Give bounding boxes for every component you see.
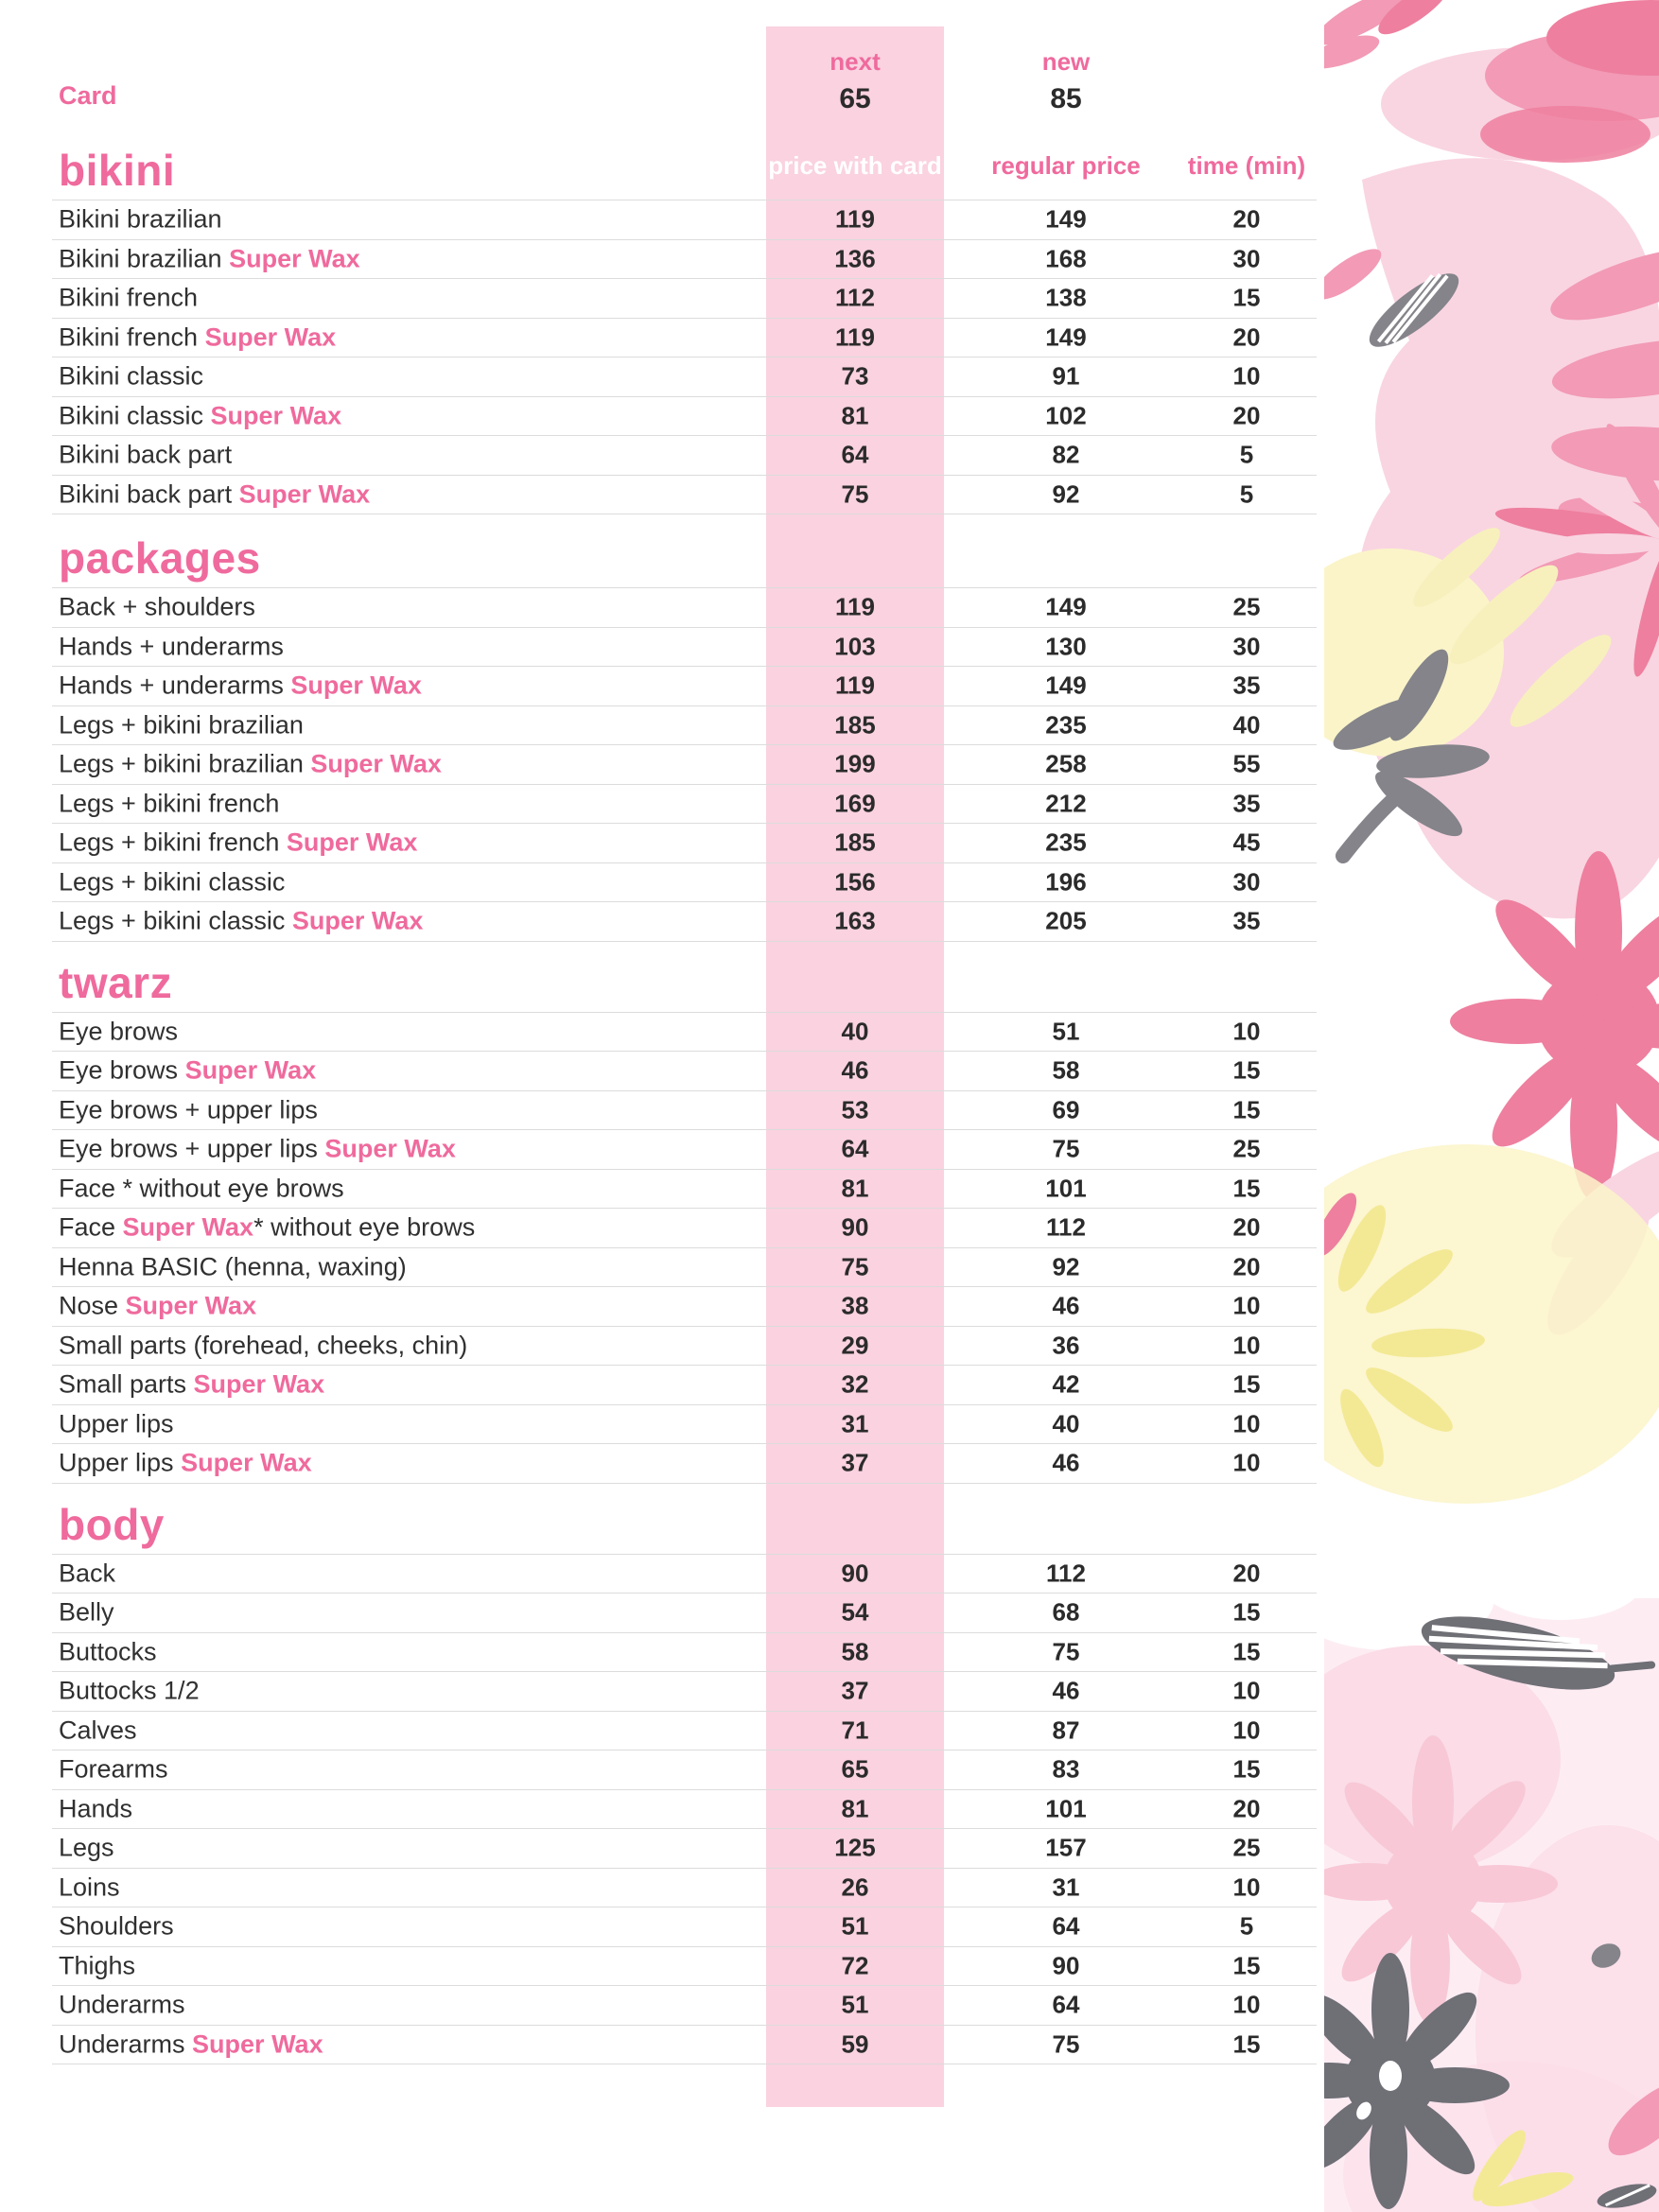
super-wax-label: Super Wax — [204, 322, 337, 352]
time-value: 10 — [1232, 1716, 1261, 1745]
card-new-value: 85 — [1050, 83, 1082, 114]
regular-price-value: 149 — [1045, 671, 1087, 700]
time-value: 10 — [1232, 1990, 1261, 2019]
regular-price-value: 46 — [1052, 1448, 1080, 1477]
time-value: 5 — [1239, 1911, 1254, 1941]
price-with-card-value: 51 — [841, 1990, 869, 2019]
time-value: 10 — [1232, 1676, 1261, 1705]
time-value: 10 — [1232, 1331, 1261, 1360]
regular-price-value: 75 — [1052, 1637, 1080, 1666]
service-name: Eye brows Super Wax — [59, 1055, 317, 1085]
service-name: Upper lips — [59, 1409, 174, 1438]
service-name: Bikini french — [59, 283, 199, 312]
time-value: 45 — [1232, 827, 1261, 857]
price-with-card-value: 59 — [841, 2029, 869, 2059]
regular-price-value: 46 — [1052, 1676, 1080, 1705]
time-value: 15 — [1232, 1174, 1261, 1203]
price-with-card-value: 73 — [841, 361, 869, 391]
time-value: 20 — [1232, 1252, 1261, 1281]
price-with-card-value: 31 — [841, 1409, 869, 1438]
time-value: 25 — [1232, 592, 1261, 621]
time-value: 10 — [1232, 1409, 1261, 1438]
time-value: 40 — [1232, 710, 1261, 740]
price-with-card-value: 32 — [841, 1369, 869, 1399]
table-row — [52, 1327, 1317, 1367]
regular-price-value: 58 — [1052, 1055, 1080, 1085]
table-row — [52, 706, 1317, 746]
service-name: Bikini brazilian — [59, 204, 222, 234]
regular-price-value: 112 — [1046, 1212, 1086, 1242]
super-wax-label: Super Wax — [125, 1291, 257, 1320]
regular-price-value: 64 — [1052, 1911, 1080, 1941]
price-with-card-value: 81 — [841, 1174, 869, 1203]
service-name: Legs + bikini classic Super Wax — [59, 906, 424, 935]
time-value: 20 — [1232, 1794, 1261, 1823]
regular-price-value: 90 — [1052, 1951, 1080, 1980]
price-with-card-value: 75 — [841, 1252, 869, 1281]
price-with-card-value: 169 — [834, 789, 876, 818]
price-with-card-value: 53 — [841, 1095, 869, 1124]
time-value: 20 — [1232, 322, 1261, 352]
time-value: 10 — [1232, 361, 1261, 391]
service-name: Eye brows — [59, 1017, 179, 1046]
price-with-card-value: 156 — [834, 867, 876, 897]
price-with-card-value: 71 — [841, 1716, 869, 1745]
super-wax-label: Super Wax — [193, 1369, 325, 1399]
super-wax-label: Super Wax — [290, 671, 422, 700]
time-value: 15 — [1232, 1369, 1261, 1399]
table-row — [52, 1052, 1317, 1091]
service-name: Thighs — [59, 1951, 136, 1980]
time-value: 5 — [1239, 479, 1254, 509]
price-with-card-value: 136 — [834, 244, 876, 273]
table-row — [52, 1366, 1317, 1405]
price-with-card-value: 75 — [841, 479, 869, 509]
price-with-card-value: 163 — [834, 906, 876, 935]
time-value: 10 — [1232, 1017, 1261, 1046]
time-value: 30 — [1232, 867, 1261, 897]
table-row — [52, 1947, 1317, 1987]
regular-price-value: 235 — [1045, 827, 1087, 857]
table-row — [52, 824, 1317, 863]
table-row — [52, 1248, 1317, 1288]
regular-price-value: 46 — [1052, 1291, 1080, 1320]
price-table — [52, 0, 1317, 2064]
service-name: Bikini classic Super Wax — [59, 401, 342, 430]
price-with-card-value: 64 — [841, 440, 869, 469]
time-value: 15 — [1232, 1637, 1261, 1666]
card-label: Card — [59, 81, 117, 110]
super-wax-label: Super Wax — [122, 1212, 254, 1242]
regular-price-value: 149 — [1045, 322, 1087, 352]
floral-decoration — [1324, 0, 1659, 2212]
section-heading-packages: packages — [59, 533, 261, 583]
table-row — [52, 1750, 1317, 1790]
super-wax-label: Super Wax — [286, 827, 418, 857]
price-with-card-value: 58 — [841, 1637, 869, 1666]
regular-price-value: 42 — [1052, 1369, 1080, 1399]
regular-price-value: 91 — [1052, 361, 1080, 391]
time-value: 55 — [1232, 749, 1261, 778]
table-row — [52, 1672, 1317, 1712]
price-with-card-value: 38 — [841, 1291, 869, 1320]
section-header-twarz — [52, 942, 1317, 1013]
time-value: 35 — [1232, 906, 1261, 935]
table-row — [52, 667, 1317, 706]
table-row — [52, 1013, 1317, 1053]
service-name: Underarms Super Wax — [59, 2029, 323, 2059]
section-rows-twarz — [52, 1013, 1317, 1484]
table-row — [52, 397, 1317, 437]
table-row — [52, 240, 1317, 280]
price-with-card-value: 37 — [841, 1676, 869, 1705]
time-value: 10 — [1232, 1448, 1261, 1477]
time-value: 15 — [1232, 1095, 1261, 1124]
table-row — [52, 1287, 1317, 1327]
service-name: Belly — [59, 1597, 114, 1627]
super-wax-label: Super Wax — [229, 244, 360, 273]
table-row — [52, 588, 1317, 628]
time-value: 15 — [1232, 1951, 1261, 1980]
time-value: 10 — [1232, 1872, 1261, 1902]
service-name: Nose Super Wax — [59, 1291, 257, 1320]
regular-price-value: 196 — [1045, 867, 1087, 897]
time-value: 30 — [1232, 632, 1261, 661]
time-value: 15 — [1232, 1597, 1261, 1627]
table-row — [52, 1555, 1317, 1594]
regular-price-value: 112 — [1046, 1559, 1086, 1588]
regular-price-value: 101 — [1045, 1174, 1087, 1203]
service-name: Forearms — [59, 1754, 168, 1784]
price-with-card-value: 51 — [841, 1911, 869, 1941]
time-value: 15 — [1232, 1754, 1261, 1784]
price-with-card-value: 26 — [841, 1872, 869, 1902]
regular-price-value: 205 — [1045, 906, 1087, 935]
service-name: Eye brows + upper lips Super Wax — [59, 1134, 456, 1163]
regular-price-value: 75 — [1052, 1134, 1080, 1163]
table-row — [52, 1444, 1317, 1484]
table-row — [52, 319, 1317, 358]
column-header-time: time (min) — [1187, 151, 1306, 180]
price-with-card-value: 65 — [841, 1754, 869, 1784]
time-value: 10 — [1232, 1291, 1261, 1320]
table-row — [52, 863, 1317, 903]
regular-price-value: 64 — [1052, 1990, 1080, 2019]
super-wax-label: Super Wax — [192, 2029, 323, 2059]
regular-price-value: 31 — [1052, 1872, 1080, 1902]
regular-price-value: 83 — [1052, 1754, 1080, 1784]
table-row — [52, 279, 1317, 319]
price-with-card-value: 185 — [834, 827, 876, 857]
service-name: Legs + bikini brazilian Super Wax — [59, 749, 442, 778]
service-name: Buttocks 1/2 — [59, 1676, 200, 1705]
price-with-card-value: 119 — [835, 204, 875, 234]
regular-price-value: 68 — [1052, 1597, 1080, 1627]
service-name: Hands + underarms Super Wax — [59, 671, 422, 700]
super-wax-label: Super Wax — [310, 749, 442, 778]
service-name: Bikini back part — [59, 440, 233, 469]
price-with-card-value: 90 — [841, 1559, 869, 1588]
regular-price-value: 130 — [1045, 632, 1087, 661]
time-value: 20 — [1232, 1212, 1261, 1242]
service-name: Buttocks — [59, 1637, 157, 1666]
section-rows-packages — [52, 588, 1317, 942]
price-with-card-value: 103 — [834, 632, 876, 661]
regular-price-value: 92 — [1052, 479, 1080, 509]
super-wax-label: Super Wax — [181, 1448, 312, 1477]
service-name: Legs + bikini brazilian — [59, 710, 304, 740]
table-row — [52, 357, 1317, 397]
time-value: 35 — [1232, 671, 1261, 700]
service-name: Small parts Super Wax — [59, 1369, 325, 1399]
price-with-card-value: 90 — [841, 1212, 869, 1242]
regular-price-value: 168 — [1045, 244, 1087, 273]
table-row — [52, 1907, 1317, 1947]
time-value: 35 — [1232, 789, 1261, 818]
table-row — [52, 1790, 1317, 1830]
regular-price-value: 235 — [1045, 710, 1087, 740]
section-rows-body — [52, 1555, 1317, 2065]
service-name: Hands — [59, 1794, 133, 1823]
column-header-regular-price: regular price — [991, 151, 1141, 180]
service-name: Bikini classic — [59, 361, 204, 391]
card-next-label: next — [830, 47, 881, 76]
regular-price-value: 101 — [1045, 1794, 1087, 1823]
time-value: 25 — [1232, 1134, 1261, 1163]
price-with-card-value: 72 — [841, 1951, 869, 1980]
table-row — [52, 1209, 1317, 1248]
regular-price-value: 51 — [1052, 1017, 1080, 1046]
table-row — [52, 1405, 1317, 1445]
table-row — [52, 1170, 1317, 1210]
service-name: Face Super Wax* without eye brows — [59, 1212, 476, 1242]
price-with-card-value: 119 — [835, 322, 875, 352]
service-name: Face * without eye brows — [59, 1174, 344, 1203]
regular-price-value: 82 — [1052, 440, 1080, 469]
time-value: 5 — [1239, 440, 1254, 469]
price-with-card-value: 81 — [841, 401, 869, 430]
service-name: Legs — [59, 1833, 114, 1862]
regular-price-value: 75 — [1052, 2029, 1080, 2059]
card-new-label: new — [1041, 47, 1091, 76]
section-heading-twarz: twarz — [59, 957, 173, 1007]
regular-price-value: 212 — [1045, 789, 1087, 818]
super-wax-label: Super Wax — [291, 906, 424, 935]
service-name: Bikini back part Super Wax — [59, 479, 371, 509]
service-name: Bikini french Super Wax — [59, 322, 337, 352]
service-name: Upper lips Super Wax — [59, 1448, 312, 1477]
section-heading-bikini: bikini — [59, 146, 176, 195]
regular-price-value: 102 — [1045, 401, 1087, 430]
service-name: Legs + bikini classic — [59, 867, 286, 897]
service-name: Bikini brazilian Super Wax — [59, 244, 360, 273]
price-with-card-value: 40 — [841, 1017, 869, 1046]
regular-price-value: 138 — [1045, 283, 1087, 312]
time-value: 20 — [1232, 1559, 1261, 1588]
service-name: Underarms — [59, 1990, 185, 2019]
table-row — [52, 1829, 1317, 1869]
table-row — [52, 628, 1317, 668]
price-with-card-value: 29 — [841, 1331, 869, 1360]
price-with-card-value: 185 — [834, 710, 876, 740]
table-row — [52, 1869, 1317, 1908]
regular-price-value: 87 — [1052, 1716, 1080, 1745]
table-row — [52, 1712, 1317, 1751]
regular-price-value: 36 — [1052, 1331, 1080, 1360]
time-value: 20 — [1232, 204, 1261, 234]
table-row — [52, 1130, 1317, 1170]
service-name: Calves — [59, 1716, 137, 1745]
table-row — [52, 200, 1317, 240]
time-value: 15 — [1232, 283, 1261, 312]
service-name: Shoulders — [59, 1911, 174, 1941]
service-name: Small parts (forehead, cheeks, chin) — [59, 1331, 468, 1360]
regular-price-value: 92 — [1052, 1252, 1080, 1281]
price-with-card-value: 64 — [841, 1134, 869, 1163]
yellow-lower-flower — [1324, 1144, 1659, 1504]
service-name: Legs + bikini french Super Wax — [59, 827, 418, 857]
super-wax-label: Super Wax — [324, 1134, 456, 1163]
super-wax-label: Super Wax — [238, 479, 371, 509]
regular-price-value: 69 — [1052, 1095, 1080, 1124]
regular-price-value: 157 — [1045, 1833, 1087, 1862]
time-value: 15 — [1232, 1055, 1261, 1085]
table-row — [52, 745, 1317, 785]
section-header-body — [52, 1484, 1317, 1555]
service-name: Hands + underarms — [59, 632, 284, 661]
price-with-card-value: 199 — [834, 749, 876, 778]
column-header-price-with-card: price with card — [768, 151, 942, 180]
table-row — [52, 902, 1317, 942]
price-with-card-value: 125 — [834, 1833, 876, 1862]
table-row — [52, 2026, 1317, 2065]
section-heading-body: body — [59, 1499, 165, 1549]
time-value: 30 — [1232, 244, 1261, 273]
section-rows-bikini — [52, 200, 1317, 514]
service-name: Eye brows + upper lips — [59, 1095, 318, 1124]
service-name: Back — [59, 1559, 116, 1588]
price-with-card-value: 112 — [835, 283, 875, 312]
table-row — [52, 476, 1317, 515]
regular-price-value: 40 — [1052, 1409, 1080, 1438]
table-header — [52, 0, 1317, 200]
time-value: 25 — [1232, 1833, 1261, 1862]
service-name: Legs + bikini french — [59, 789, 280, 818]
card-next-value: 65 — [839, 83, 871, 114]
table-row — [52, 1633, 1317, 1673]
price-with-card-value: 81 — [841, 1794, 869, 1823]
service-name: Loins — [59, 1872, 120, 1902]
service-name: Back + shoulders — [59, 592, 255, 621]
time-value: 20 — [1232, 401, 1261, 430]
regular-price-value: 149 — [1045, 592, 1087, 621]
table-row — [52, 1091, 1317, 1131]
price-with-card-value: 119 — [835, 592, 875, 621]
section-header-packages — [52, 514, 1317, 588]
regular-price-value: 149 — [1045, 204, 1087, 234]
price-with-card-value: 119 — [835, 671, 875, 700]
time-value: 15 — [1232, 2029, 1261, 2059]
table-row — [52, 1986, 1317, 2026]
table-row — [52, 1594, 1317, 1633]
super-wax-label: Super Wax — [184, 1055, 317, 1085]
table-row — [52, 436, 1317, 476]
price-with-card-value: 37 — [841, 1448, 869, 1477]
regular-price-value: 258 — [1045, 749, 1087, 778]
price-with-card-value: 46 — [841, 1055, 869, 1085]
super-wax-label: Super Wax — [210, 401, 342, 430]
service-name: Henna BASIC (henna, waxing) — [59, 1252, 407, 1281]
price-with-card-value: 54 — [841, 1597, 869, 1627]
table-row — [52, 785, 1317, 825]
